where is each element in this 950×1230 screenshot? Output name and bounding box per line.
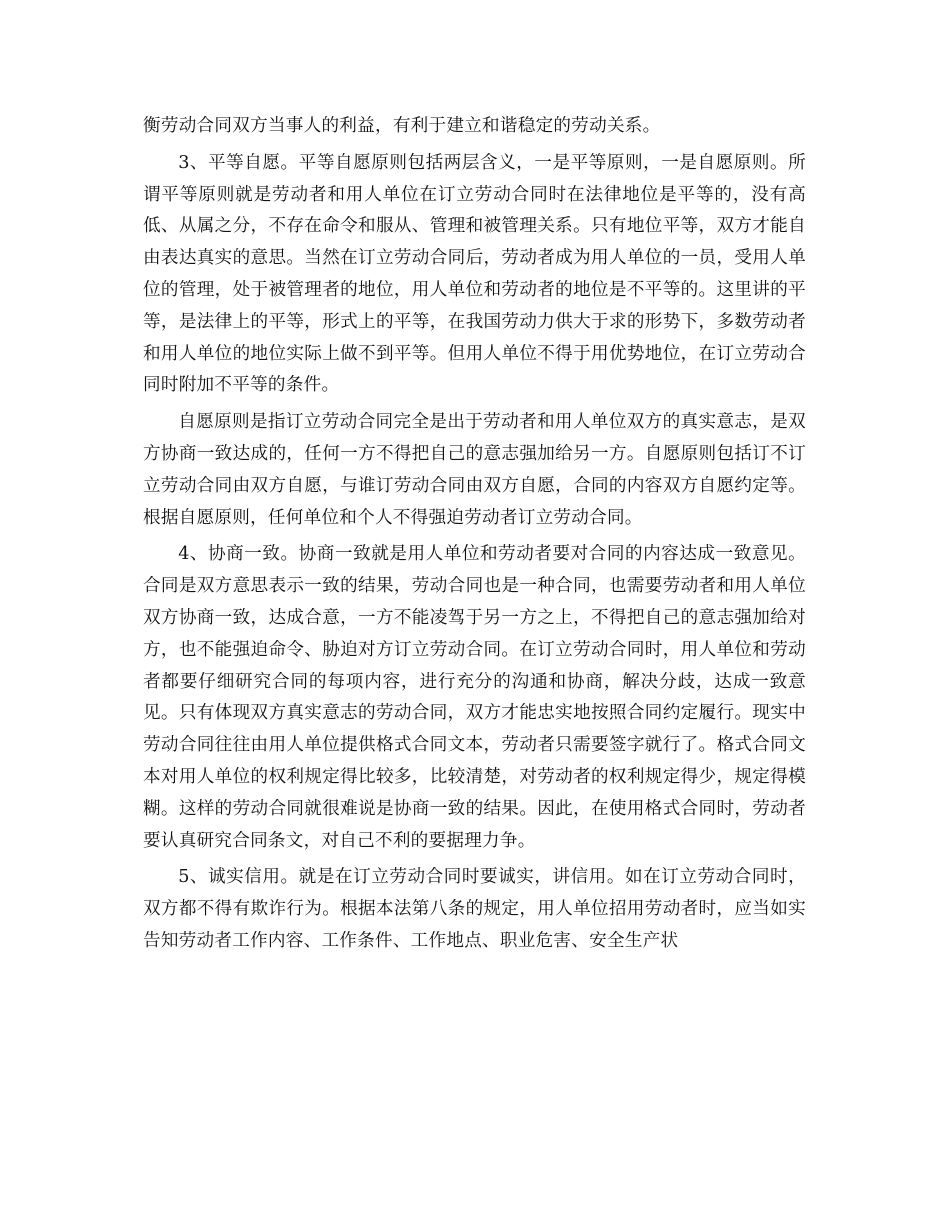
paragraph-voluntary-principle: 自愿原则是指订立劳动合同完全是出于劳动者和用人单位双方的真实意志，是双方协商一致达成的，任何一方不得把自己的意志强加给另一方。自愿原则包括订不订立劳动合同由双方自愿，与谁订劳动合同由双方自愿，合同的内容双方自愿约定等。根据自愿原则，任何单位和个人不得强迫劳动者订立劳动合同。: [143, 412, 806, 528]
paragraph-continuation: 衡劳动合同双方当事人的利益，有利于建立和谐稳定的劳动关系。: [143, 116, 661, 136]
paragraph-equality-voluntary: 3、平等自愿。平等自愿原则包括两层含义，一是平等原则，一是自愿原则。所谓平等原则就是劳动者和用人单位在订立劳动合同时在法律地位是平等的，没有高低、从属之分，不存在命令和服从、管理和被管理关系。只有地位平等，双方才能自由表达真实的意思。当然在订立劳动合同后，劳动者成为用人单位的一员，受用人单位的管理，处于被管理者的地位，用人单位和劳动者的地位是不平等的。这里讲的平等，是法律上的平等，形式上的平等，在我国劳动力供大于求的形势下，多数劳动者和用人单位的地位实际上做不到平等。但用人单位不得于用优势地位，在订立劳动合同时附加不平等的条件。: [143, 152, 806, 396]
paragraph-consensus: 4、协商一致。协商一致就是用人单位和劳动者要对合同的内容达成一致意见。合同是双方意思表示一致的结果，劳动合同也是一种合同，也需要劳动者和用人单位双方协商一致，达成合意，一方不能凌驾于另一方之上，不得把自己的意志强加给对方，也不能强迫命令、胁迫对方订立劳动合同。在订立劳动合同时，用人单位和劳动者都要仔细研究合同的每项内容，进行充分的沟通和协商，解决分歧，达成一致意见。只有体现双方真实意志的劳动合同，双方才能忠实地按照合同约定履行。现实中劳动合同往往由用人单位提供格式合同文本，劳动者只需要签字就行了。格式合同文本对用人单位的权利规定得比较多，比较清楚，对劳动者的权利规定得少，规定得模糊。这样的劳动合同就很难说是协商一致的结果。因此，在使用格式合同时，劳动者要认真研究合同条文，对自己不利的要据理力争。: [143, 544, 806, 851]
document-page: [143, 111, 806, 963]
paragraph-good-faith: 5、诚实信用。就是在订立劳动合同时要诚实，讲信用。如在订立劳动合同时，双方都不得有欺诈行为。根据本法第八条的规定，用人单位招用劳动者时，应当如实告知劳动者工作内容、工作条件、工作地点、职业危害、安全生产状: [143, 867, 806, 951]
